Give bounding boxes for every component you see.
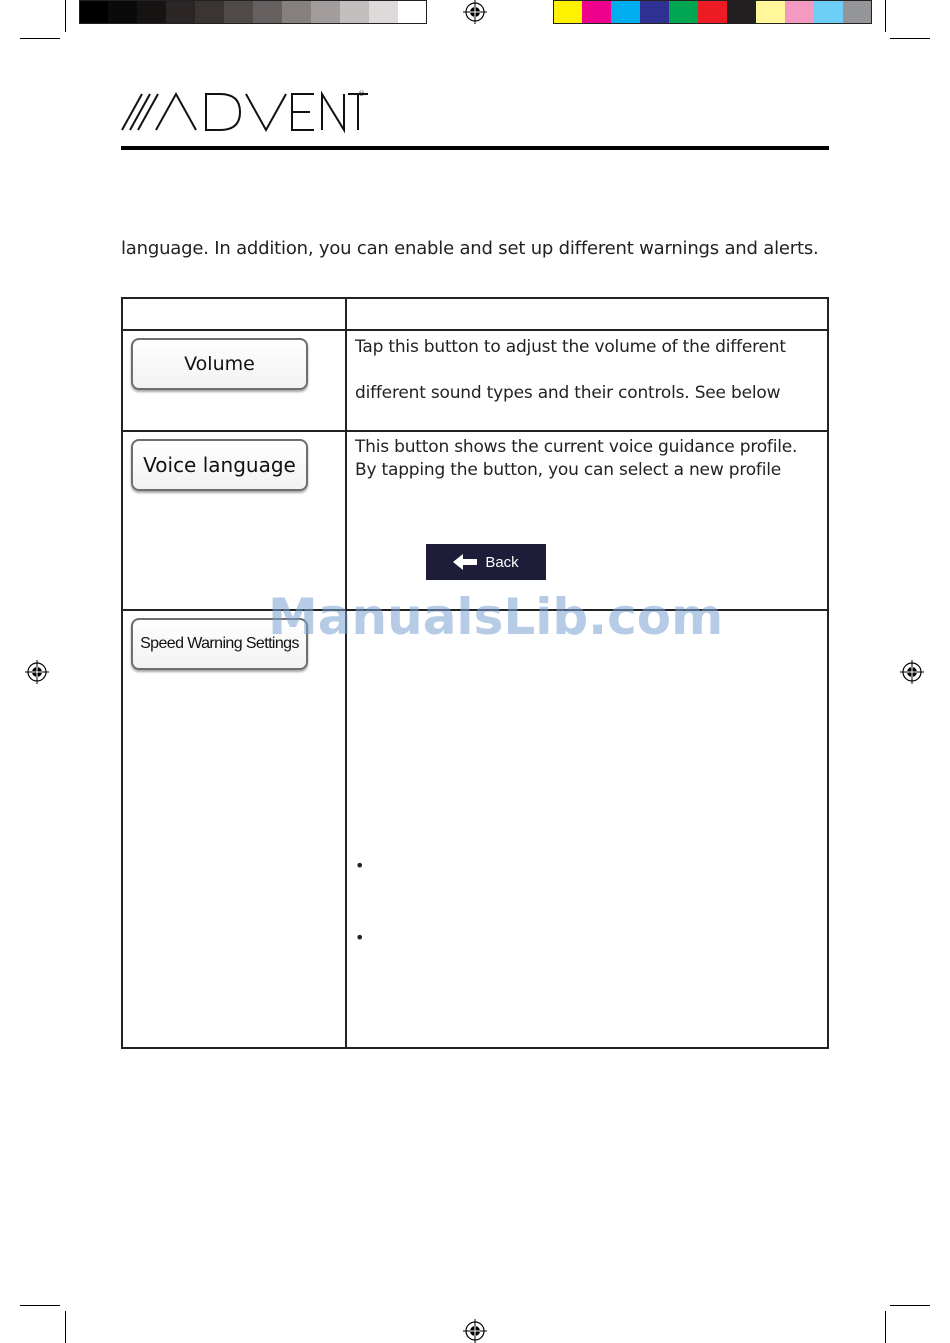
voice-language-description-line: This button shows the current voice guidance profile. [355, 437, 798, 457]
voice-language-button[interactable] [131, 439, 308, 491]
voice-language-button-label: Voice language [143, 453, 296, 477]
table-column-divider [345, 297, 347, 1049]
registration-mark-icon [25, 660, 49, 684]
volume-button[interactable] [131, 338, 308, 390]
intro-text: language. In addition, you can enable and set up different warnings and alerts. [121, 238, 819, 259]
bullet-point: • [355, 928, 365, 947]
volume-button-label: Volume [184, 353, 255, 375]
registration-mark-icon [463, 0, 487, 24]
advent-logo [120, 88, 370, 136]
left-arrow-icon [453, 554, 479, 570]
crop-mark [890, 38, 930, 39]
crop-mark [65, 1311, 66, 1343]
trademark-symbol: ® [358, 90, 365, 98]
crop-mark [890, 1305, 930, 1306]
voice-language-description-line: By tapping the button, you can select a new profile [355, 460, 782, 480]
volume-description-line: different sound types and their controls. See below [355, 383, 781, 403]
color-swatch-border [553, 0, 872, 24]
crop-mark [885, 0, 886, 32]
manualslib-watermark: ManualsLib.com [268, 588, 724, 646]
table-row-divider [121, 430, 829, 432]
crop-mark [885, 1311, 886, 1343]
crop-mark [65, 0, 66, 32]
speed-warning-settings-button-label: Speed Warning Settings [140, 635, 299, 652]
registration-mark-icon [463, 1319, 487, 1343]
crop-mark [20, 1305, 60, 1306]
grayscale-swatch-border [79, 0, 427, 24]
advent-logo-mark-icon [120, 88, 370, 136]
bullet-point: • [355, 856, 365, 875]
crop-mark [20, 38, 60, 39]
volume-description-line: Tap this button to adjust the volume of the different [355, 337, 786, 357]
back-button[interactable] [426, 544, 546, 580]
registration-mark-icon [900, 660, 924, 684]
table-row-divider [121, 329, 829, 331]
settings-table [121, 297, 829, 1049]
header-rule [121, 146, 829, 150]
back-button-label: Back [485, 553, 519, 571]
